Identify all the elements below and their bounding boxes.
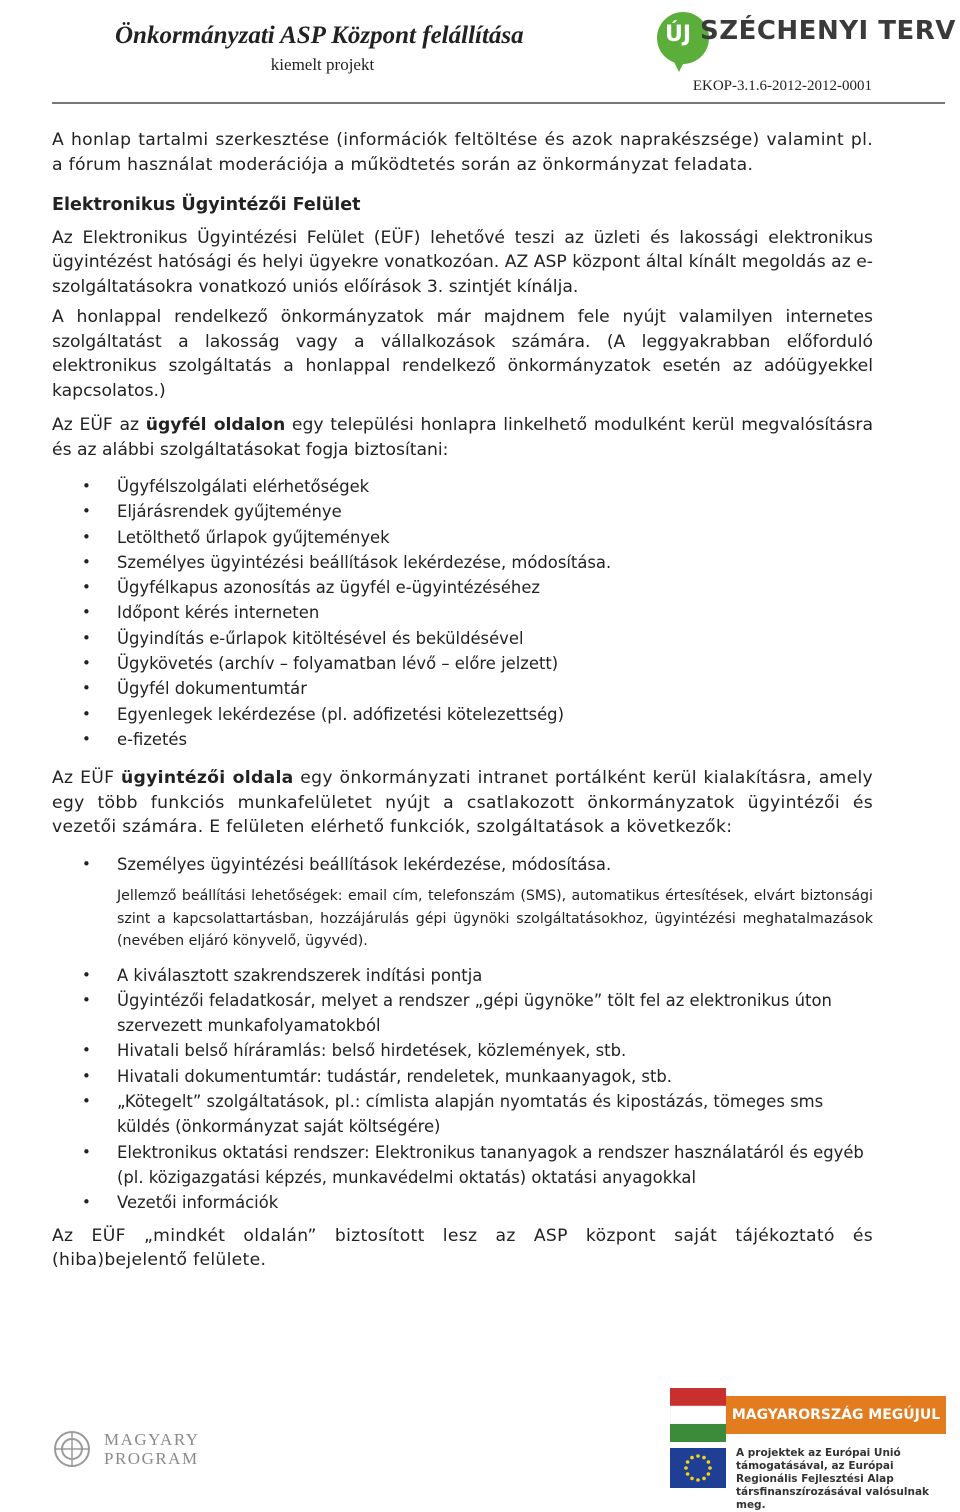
euf-paragraph: Az Elektronikus Ügyintézési Felület (EÜF) lehetővé teszi az üzleti és lakossági elektronikus ügyintézést hatósági és helyi ügyekre vonatkozóan. AZ ASP központ által kínált megoldás az e-szolgáltatásokra vonatkozó uniós előírások 3. szintjét kínálja. bbox=[52, 227, 873, 297]
ugyintezo-bold: ügyintézői oldala bbox=[121, 768, 294, 789]
main-content bbox=[52, 128, 873, 1273]
list-item: • Ügyintézői feladatkosár, melyet a rendszer „gépi ügynöke” tölt fel az elektronikus úton szervezett munkafolyamatokból bbox=[52, 988, 873, 1039]
ugyfel-post: egy települési honlapra linkelhető modulként kerül megvalósításra és az alábbi szolgáltatásokat fogja biztosítani: bbox=[52, 415, 873, 460]
eu-flag-icon bbox=[670, 1448, 726, 1488]
list-item: • Elektronikus oktatási rendszer: Elektronikus tananyagok a rendszer használatáról és egyéb (pl. közigazgatási képzés, munkavédelmi oktatás) oktatási anyagokkal bbox=[52, 1140, 873, 1191]
logo-badge: ÚJ bbox=[665, 22, 692, 47]
ugyintezo-paragraph bbox=[52, 766, 873, 840]
logo-text: SZÉCHENYI TERV bbox=[700, 16, 956, 46]
header-title: Önkormányzati ASP Központ felállítása bbox=[115, 22, 524, 49]
list-item: • Ügyfél dokumentumtár bbox=[52, 676, 873, 701]
ugyintezo-list bbox=[52, 963, 873, 1216]
section-heading: Elektronikus Ügyintézői Felület bbox=[52, 195, 361, 215]
list-item: • Hivatali belső híráramlás: belső hirdetések, közlemények, stb. bbox=[52, 1038, 873, 1063]
list-item: • Ügyindítás e-űrlapok kitöltésével és beküldésével bbox=[52, 626, 873, 651]
hungarian-flag-icon bbox=[670, 1388, 726, 1442]
ugyfel-bold: ügyfél oldalon bbox=[145, 415, 286, 435]
magyary-text-2: PROGRAM bbox=[104, 1449, 199, 1468]
honlap-paragraph: A honlappal rendelkező önkormányzatok már majdnem fele nyújt valamilyen internetes szolgáltatást a lakosság vagy a vállalkozások számára. (A leggyakrabban előforduló elektronikus szolgáltatás a honlappal rendelkező önkormányzatok esetén az adóügyekkel kapcsolatos.) bbox=[52, 307, 873, 401]
closing-paragraph: Az EÜF „mindkét oldalán” biztosított lesz az ASP központ saját tájékoztató és (hiba)bejelentő felülete. bbox=[52, 1225, 873, 1271]
ugyintezo-list-first bbox=[52, 852, 873, 877]
ugyfel-list bbox=[52, 474, 873, 752]
list-item: • Ügyfélszolgálati elérhetőségek bbox=[52, 474, 873, 499]
project-code: EKOP-3.1.6-2012-2012-0001 bbox=[692, 78, 872, 94]
magyarorszag-megujul-banner: MAGYARORSZÁG MEGÚJUL bbox=[726, 1396, 946, 1434]
header-subtitle: kiemelt projekt bbox=[270, 55, 375, 74]
list-item: • Eljárásrendek gyűjteménye bbox=[52, 499, 873, 524]
list-item: • „Kötegelt” szolgáltatások, pl.: címlista alapján nyomtatás és kipostázás, tömeges sms küldés (önkormányzat saját költségére) bbox=[52, 1089, 873, 1140]
list-item: • A kiválasztott szakrendszerek indítási pontja bbox=[52, 963, 873, 988]
list-item: • Személyes ügyintézési beállítások lekérdezése, módosítása. bbox=[52, 852, 873, 877]
list-item: • Egyenlegek lekérdezése (pl. adófizetési kötelezettség) bbox=[52, 702, 873, 727]
list-item: • e-fizetés bbox=[52, 727, 873, 752]
list-item: • Időpont kérés interneten bbox=[52, 600, 873, 625]
ugyfel-paragraph bbox=[52, 413, 873, 462]
list-item: • Ügykövetés (archív – folyamatban lévő – előre jelzett) bbox=[52, 651, 873, 676]
list-item: • Ügyfélkapus azonosítás az ügyfél e-ügyintézéséhez bbox=[52, 575, 873, 600]
list-item: • Személyes ügyintézési beállítások lekérdezése, módosítása. bbox=[52, 550, 873, 575]
intro-paragraph: A honlap tartalmi szerkesztése (információk feltöltése és azok naprakészsége) valamint pl. a fórum használat moderációja a működtetés során az önkormányzat feladata. bbox=[52, 130, 873, 175]
ugyintezo-pre: Az EÜF bbox=[52, 768, 122, 789]
settings-note: Jellemző beállítási lehetőségek: email cím, telefonszám (SMS), automatikus értesítések, elvárt biztonsági szint a kapcsolattartásban, hozzájárulás gépi ügynöki szolgáltatásokhoz, ügyintézési meghatalmazások (nevében eljáró könyvelő, ügyvéd). bbox=[117, 888, 873, 950]
list-item: • Hivatali dokumentumtár: tudástár, rendeletek, munkaanyagok, stb. bbox=[52, 1064, 873, 1089]
ugyintezo-post: egy önkormányzati intranet portálként kerül kialakításra, amely egy több funkciós munkafelületet nyújt a csatlakozott önkormányzatok ügyintézői és vezetői számára. E felületen elérhető funkciók, szolgáltatások a következők: bbox=[52, 768, 873, 838]
magyary-text-1: MAGYARY bbox=[104, 1430, 200, 1449]
list-item: • Vezetői információk bbox=[52, 1190, 873, 1215]
list-item: • Letölthető űrlapok gyűjtemények bbox=[52, 525, 873, 550]
eu-funding-text: A projektek az Európai Unió támogatásával, az Európai Regionális Fejlesztési Alap társfinanszírozásával valósulnak meg. bbox=[736, 1447, 930, 1511]
header-divider bbox=[52, 102, 945, 104]
ugyfel-pre: Az EÜF az bbox=[52, 415, 146, 435]
